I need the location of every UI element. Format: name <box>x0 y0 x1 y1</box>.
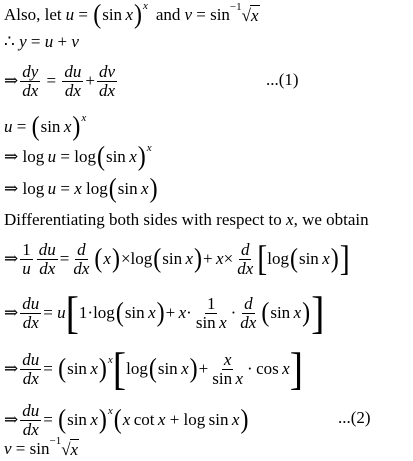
line-y-equals: ∴ y = u + v <box>4 32 79 51</box>
therefore-symbol: ∴ <box>4 32 15 51</box>
line-u-def: u = ( sin x ) x <box>4 112 87 142</box>
equation-label-2: ...(2) <box>338 408 371 427</box>
line-derivative-4: ⇒ $\frac{du}{dx}$ = ( sin x ) x ( x cot x + log sin x ) <box>4 400 249 439</box>
text-also-let: Also, let <box>4 5 62 24</box>
line-definitions: Also, let u = ( sin x ) x and v = sin −1 √ x <box>4 0 259 30</box>
line-derivative-1: ⇒ $\frac{1}{u}$ $\frac{du}{dx}$ = $\frac{d}{dx}$ ( x ) ×log ( sin x ) + x × $\frac{d}{dx}$ [ log ( sin x ) ] <box>4 238 350 279</box>
line-v-def: v = sin −1 √ x <box>4 435 79 459</box>
line-differentiating: Differentiating both sides with respect to x , we obtain <box>4 210 369 229</box>
implies-symbol: ⇒ <box>4 71 19 90</box>
line-derivative-3: ⇒ $\frac{du}{dx}$ = ( sin x ) x [ log ( sin x ) + $\frac{x}{\text{sin x}}$ · cos x ] <box>4 342 304 395</box>
line-dydx: ⇒ $\frac{dy}{dx}$ = $\frac{du}{dx}$ + $\frac{dv}{dx}$ <box>4 61 116 100</box>
equation-label-1: ...(1) <box>266 70 299 89</box>
sqrt-x: √ x <box>241 5 259 25</box>
line-log-u: ⇒ log u = log ( sin x ) x <box>4 142 152 172</box>
line-log-u-2: ⇒ log u = x log ( sin x ) <box>4 174 158 204</box>
text-and: and <box>155 5 181 24</box>
line-derivative-2: ⇒ $\frac{du}{dx}$ = u [ 1·log ( sin x ) + x · $\frac{1}{\text{sin x}}$ · $\frac{d}{dx}$ ( sin x ) ] <box>4 286 325 339</box>
